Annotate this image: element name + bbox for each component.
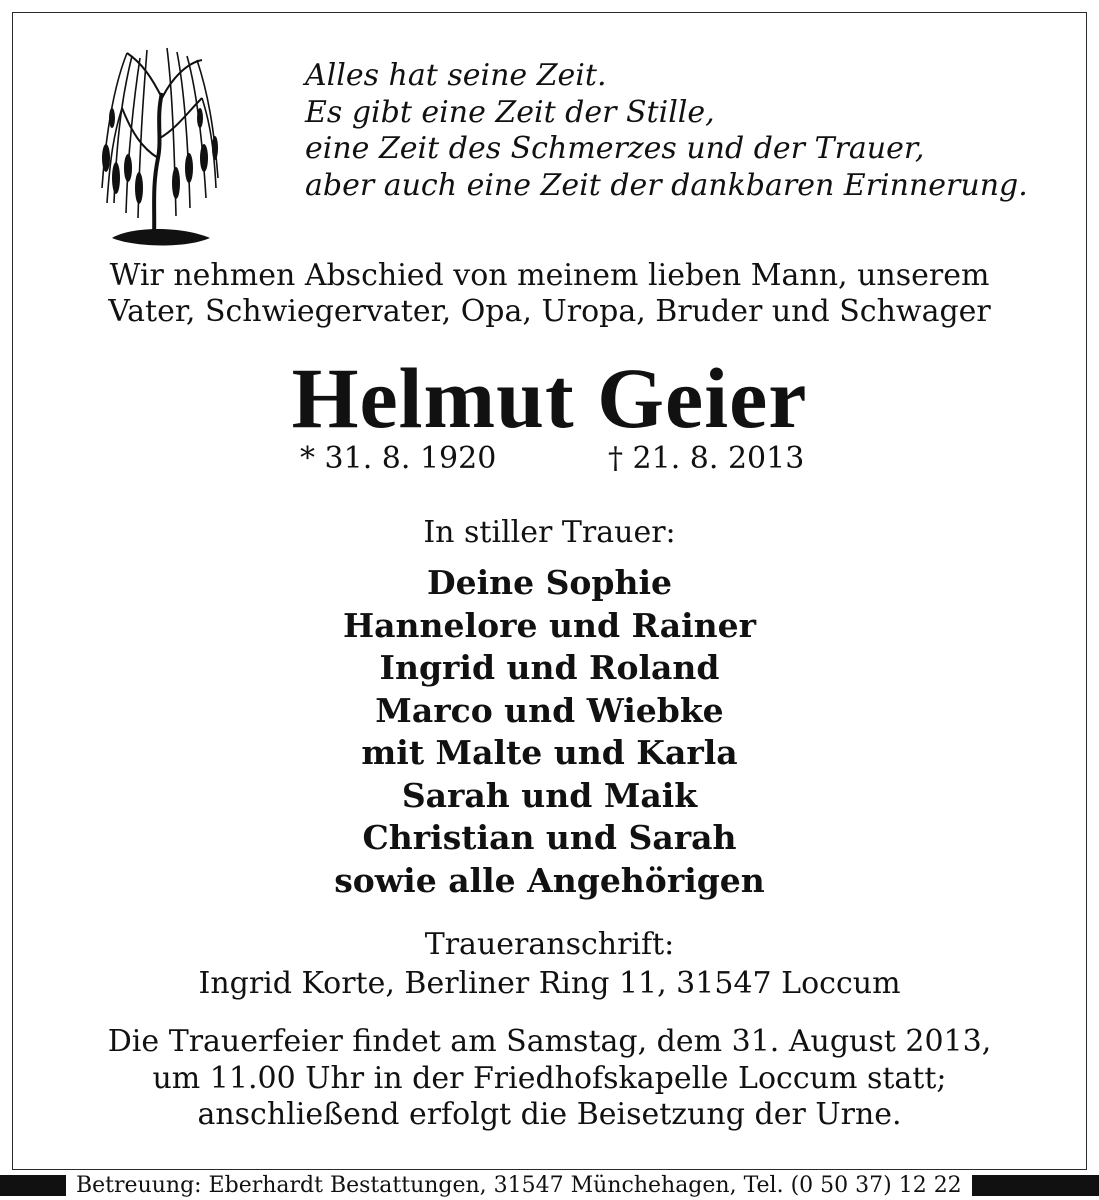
deceased-name: Helmut Geier bbox=[291, 350, 808, 446]
ceremony-line: Die Trauerfeier findet am Samstag, dem 31. August 2013, bbox=[107, 1024, 992, 1059]
birth-date: * 31. 8. 1920 bbox=[300, 441, 497, 476]
mourner-name: Christian und Sarah bbox=[362, 818, 737, 857]
mourners-label: In stiller Trauer: bbox=[423, 515, 676, 550]
willow-tree-icon bbox=[92, 38, 224, 248]
mourner-name: Marco und Wiebke bbox=[375, 690, 724, 730]
mourner-name: mit Malte und Karla bbox=[361, 733, 738, 772]
ceremony-details bbox=[0, 1024, 1099, 1134]
footer-bar bbox=[0, 1171, 1099, 1200]
intro-line: Wir nehmen Abschied von meinem lieben Mann, unserem bbox=[109, 258, 990, 293]
poem bbox=[305, 58, 1028, 204]
footer-rule-right bbox=[972, 1175, 1099, 1196]
poem-line: Alles hat seine Zeit. bbox=[305, 58, 607, 93]
mourner-name: Hannelore und Rainer bbox=[343, 605, 756, 645]
death-date: † 21. 8. 2013 bbox=[608, 441, 805, 476]
intro-line: Vater, Schwiegervater, Opa, Uropa, Bruder und Schwager bbox=[108, 294, 991, 329]
mourner-name: Ingrid und Roland bbox=[379, 648, 720, 687]
address-label: Traueranschrift: bbox=[424, 927, 675, 962]
mourning-address: Ingrid Korte, Berliner Ring 11, 31547 Loccum bbox=[198, 966, 901, 1001]
mourner-name: sowie alle Angehörigen bbox=[334, 860, 765, 900]
poem-line: Es gibt eine Zeit der Stille, bbox=[305, 94, 715, 130]
poem-line: eine Zeit des Schmerzes und der Trauer, bbox=[305, 131, 925, 166]
poem-line: aber auch eine Zeit der dankbaren Erinnerung. bbox=[305, 167, 1028, 203]
footer-rule-left bbox=[0, 1175, 66, 1196]
ceremony-line: anschließend erfolgt die Beisetzung der Urne. bbox=[197, 1097, 902, 1132]
farewell-intro bbox=[0, 258, 1099, 330]
mourner-name: Sarah und Maik bbox=[401, 775, 698, 815]
mourners-list bbox=[0, 562, 1099, 902]
funeral-home-credit: Betreuung: Eberhardt Bestattungen, 31547 Münchehagen, Tel. (0 50 37) 12 22 bbox=[66, 1173, 972, 1198]
ceremony-line: um 11.00 Uhr in der Friedhofskapelle Loccum statt; bbox=[152, 1060, 947, 1096]
mourner-name: Deine Sophie bbox=[426, 563, 673, 602]
